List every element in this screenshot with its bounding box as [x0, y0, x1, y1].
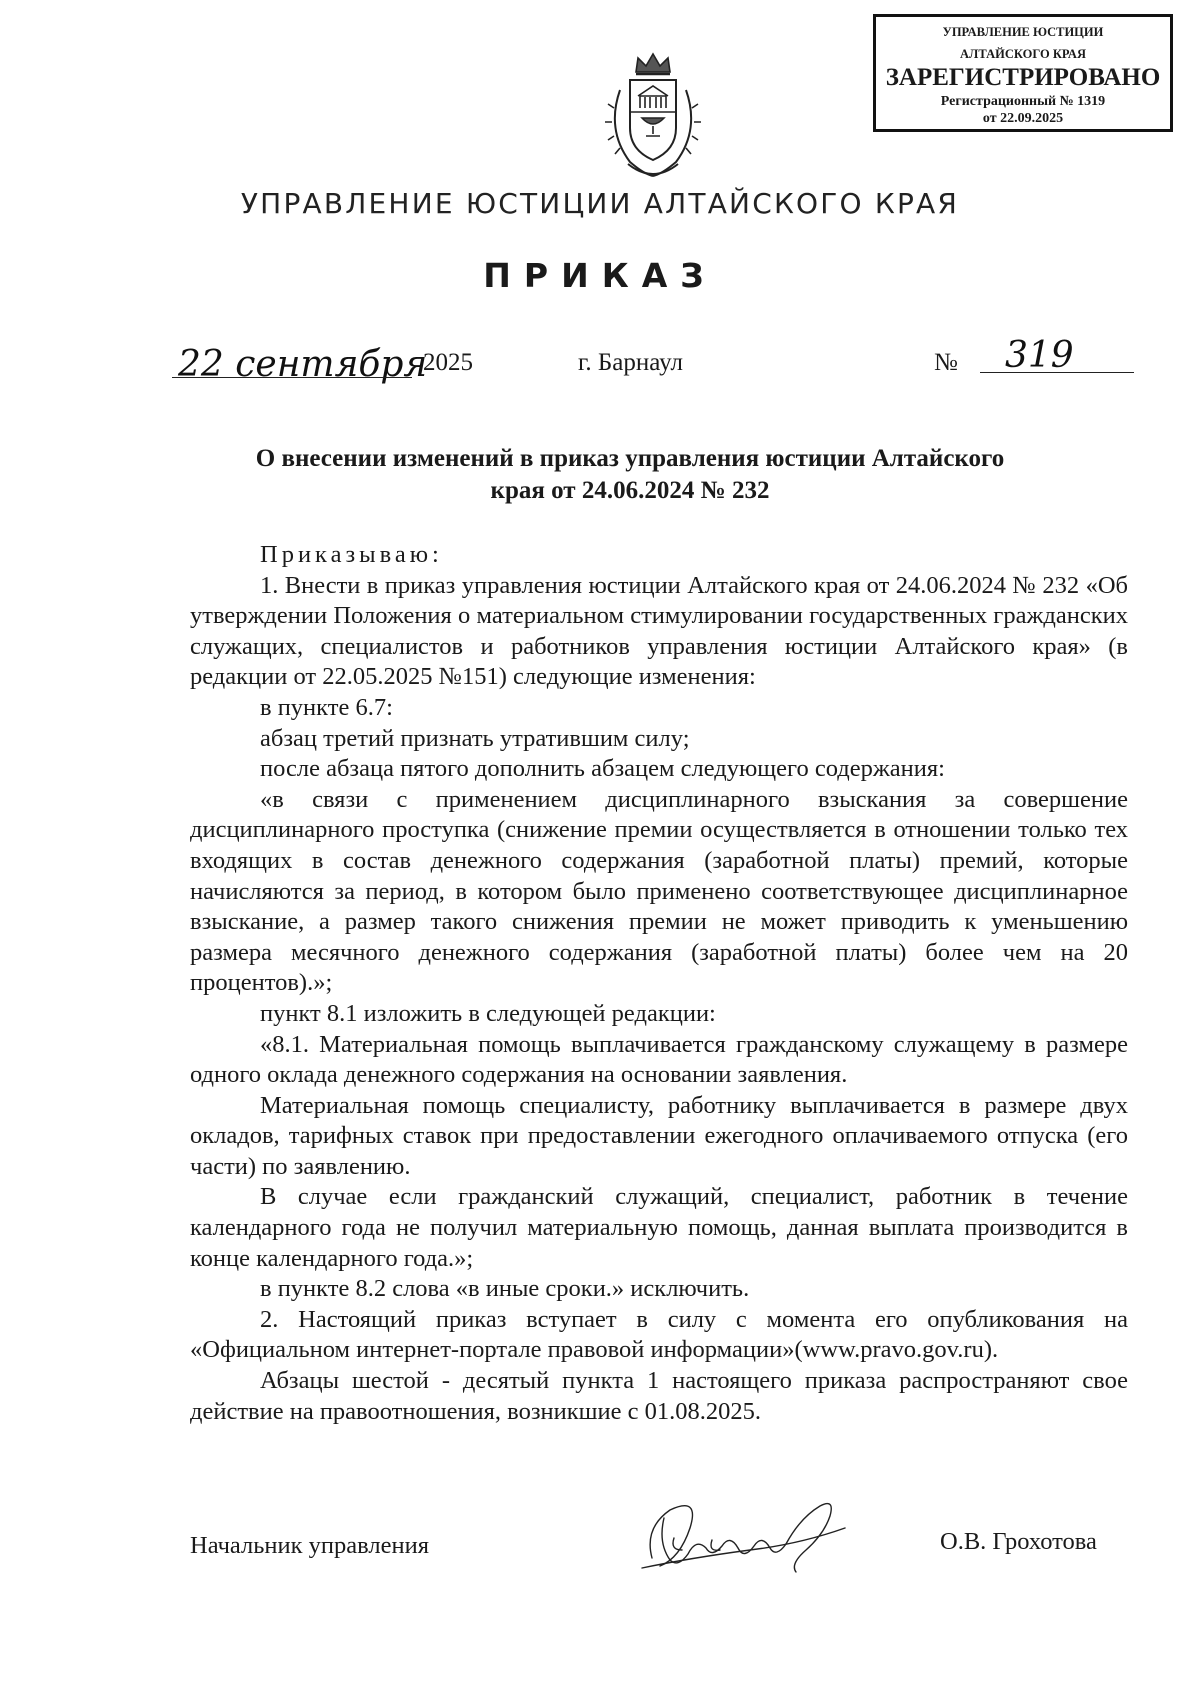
- city: г. Барнаул: [578, 349, 683, 376]
- body-paragraph: 2. Настоящий приказ вступает в силу с момента его опубликования на «Официальном интернет-портале правовой информации»(www.pravo.gov.ru).: [190, 1305, 1128, 1364]
- date-underline: [172, 377, 412, 378]
- handwritten-signature: [630, 1488, 855, 1580]
- body-paragraph: 1. Внести в приказ управления юстиции Алтайского края от 24.06.2024 № 232 «Об утверждении Положения о материальном стимулировании государственных гражданских служащих, специалистов и работников управления юстиции Алтайского края» (в редакции от 22.05.2025 №151) следующие изменения:: [190, 571, 1128, 691]
- order-body: [190, 540, 1128, 1427]
- handwritten-date: 22 сентября: [178, 344, 428, 385]
- stamp-org-line2: АЛТАЙСКОГО КРАЯ: [960, 47, 1086, 61]
- body-paragraph: в пункте 6.7:: [260, 693, 393, 721]
- signatory-name: О.В. Грохотова: [940, 1528, 1097, 1555]
- body-paragraph: после абзаца пятого дополнить абзацем следующего содержания:: [260, 755, 945, 783]
- document-type: ПРИКАЗ: [483, 256, 717, 295]
- stamp-status: ЗАРЕГИСТРИРОВАНО: [885, 64, 1161, 91]
- subject-line-1: О внесении изменений в приказ управления юстиции Алтайского: [255, 445, 1005, 472]
- number-sign: №: [934, 349, 958, 376]
- stamp-org-line1: УПРАВЛЕНИЕ ЮСТИЦИИ: [942, 25, 1104, 39]
- handwritten-number: 319: [1005, 335, 1074, 376]
- registration-stamp: [873, 14, 1173, 132]
- body-paragraph: «8.1. Материальная помощь выплачивается гражданскому служащему в размере одного оклада денежного содержания на основании заявления.: [190, 1030, 1128, 1089]
- number-underline: [980, 372, 1134, 373]
- body-paragraph: абзац третий признать утратившим силу;: [260, 724, 690, 752]
- body-paragraph: Материальная помощь специалисту, работнику выплачивается в размере двух окладов, тарифных ставок при предоставлении ежегодного оплачиваемого отпуска (его части) по заявлению.: [190, 1091, 1128, 1180]
- body-paragraph: Абзацы шестой - десятый пункта 1 настоящего приказа распространяют свое действие на правоотношения, возникшие с 01.08.2025.: [190, 1367, 1128, 1425]
- body-paragraph: В случае если гражданский служащий, специалист, работник в течение календарного года не получил материальную помощь, данная выплата производится в конце календарного года.»;: [190, 1183, 1128, 1272]
- coat-of-arms-icon: [600, 50, 706, 182]
- signatory-title: Начальник управления: [190, 1532, 429, 1559]
- body-paragraph: пункт 8.1 изложить в следующей редакции:: [260, 999, 716, 1027]
- date-year: 2025: [423, 349, 473, 376]
- body-paragraph: в пункте 8.2 слова «в иные сроки.» исключить.: [260, 1275, 750, 1303]
- stamp-reg-number: Регистрационный № 1319: [940, 94, 1106, 109]
- subject-line-2: края от 24.06.2024 № 232: [490, 477, 770, 504]
- order-subject: [190, 443, 1070, 507]
- agency-name: УПРАВЛЕНИЕ ЮСТИЦИИ АЛТАЙСКОГО КРАЯ: [240, 187, 960, 220]
- body-paragraph: Приказываю:: [260, 541, 443, 568]
- body-paragraph: «в связи с применением дисциплинарного взыскания за совершение дисциплинарного проступка (снижение премии осуществляется в отношении только тех входящих в состав денежного содержания (заработной платы) премий, которые начисляются за период, в котором было применено соответствующее дисциплинарное взыскание, а размер такого снижения премии не может приводить к уменьшению размера месячного денежного содержания (заработной платы) более чем на 20 процентов).»;: [190, 785, 1128, 997]
- stamp-reg-date: от 22.09.2025: [982, 111, 1064, 126]
